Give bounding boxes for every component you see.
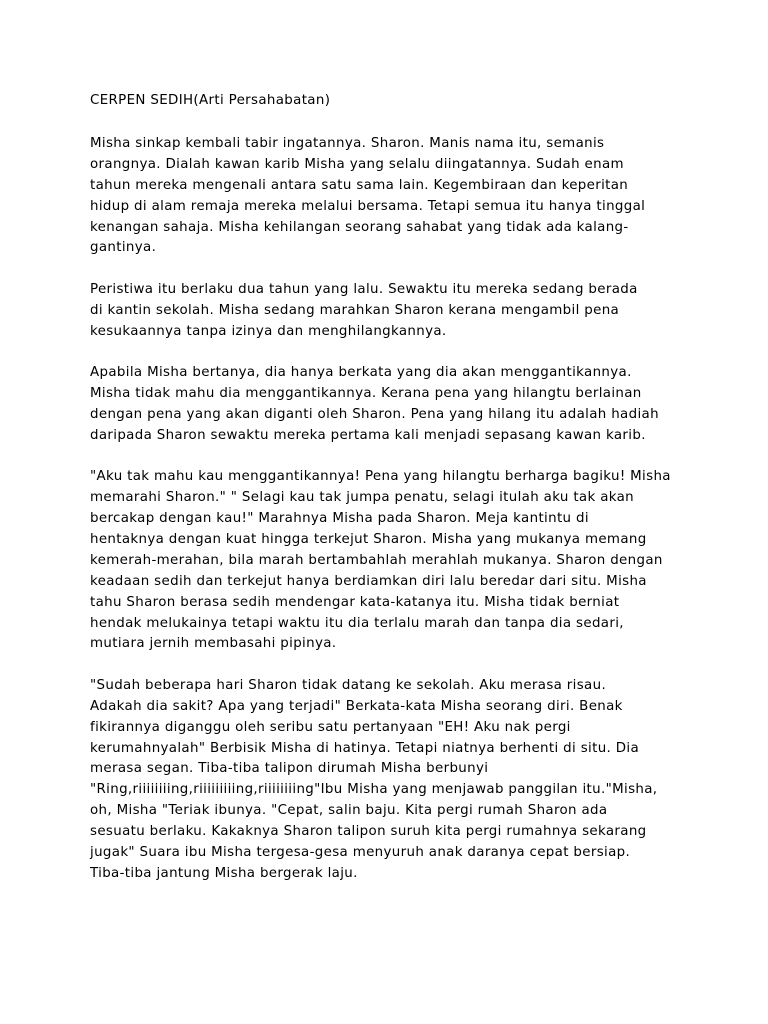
text-line: fikirannya diganggu oleh seribu satu pertanyaan "EH! Aku nak pergi	[90, 719, 571, 735]
text-line: oh, Misha "Teriak ibunya. "Cepat, salin baju. Kita pergi rumah Sharon ada	[90, 803, 608, 819]
text-line: hendak melukainya tetapi waktu itu dia terlalu marah dan tanpa dia sedari,	[90, 615, 624, 631]
text-line: Misha tidak mahu dia menggantikannya. Kerana pena yang hilangtu berlainan	[90, 385, 642, 401]
text-line: kemerah-merahan, bila marah bertambahlah merahlah mukanya. Sharon dengan	[90, 552, 663, 568]
text-line: Peristiwa itu berlaku dua tahun yang lalu. Sewaktu itu mereka sedang berada	[90, 281, 638, 297]
text-line: orangnya. Dialah kawan karib Misha yang selalu diingatannya. Sudah enam	[90, 156, 624, 172]
text-line: daripada Sharon sewaktu mereka pertama kali menjadi sepasang kawan karib.	[90, 427, 646, 443]
text-line: Adakah dia sakit? Apa yang terjadi" Berkata-kata Misha seorang diri. Benak	[90, 698, 623, 714]
text-line: "Aku tak mahu kau menggantikannya! Pena yang hilangtu berharga bagiku! Misha	[90, 469, 671, 485]
text-line: kenangan sahaja. Misha kehilangan seorang sahabat yang tidak ada kalang-	[90, 219, 629, 235]
text-line: sesuatu berlaku. Kakaknya Sharon talipon suruh kita pergi rumahnya sekarang	[90, 824, 647, 840]
text-line: "Sudah beberapa hari Sharon tidak datang ke sekolah. Aku merasa risau.	[90, 677, 607, 693]
text-line: keadaan sedih dan terkejut hanya berdiamkan diri lalu beredar dari situ. Misha	[90, 573, 647, 589]
text-line: kerumahnyalah" Berbisik Misha di hatinya. Tetapi niatnya berhenti di situ. Dia	[90, 740, 640, 756]
paragraph	[90, 363, 680, 447]
paragraph	[90, 134, 680, 259]
text-line: bercakap dengan kau!" Marahnya Misha pada Sharon. Meja kantintu di	[90, 511, 589, 526]
text-line: Apabila Misha bertanya, dia hanya berkata yang dia akan menggantikannya.	[90, 365, 632, 381]
text-line: jugak" Suara ibu Misha tergesa-gesa menyuruh anak daranya cepat bersiap.	[90, 845, 631, 861]
text-line: memarahi Sharon." " Selagi kau tak jumpa penatu, selagi itulah aku tak akan	[90, 490, 635, 506]
text-line: di kantin sekolah. Misha sedang marahkan Sharon kerana mengambil pena	[90, 302, 620, 318]
paragraph	[90, 467, 680, 655]
text-line: dengan pena yang akan diganti oleh Sharon. Pena yang hilang itu adalah hadiah	[90, 406, 659, 422]
text-line: mutiara jernih membasahi pipinya.	[90, 636, 337, 652]
text-line: merasa segan. Tiba-tiba talipon dirumah Misha berbunyi	[90, 761, 489, 777]
text-line: tahun mereka mengenali antara satu sama lain. Kegembiraan dan keperitan	[90, 177, 629, 193]
text-line: gantinya.	[90, 240, 157, 256]
text-line: hidup di alam remaja mereka melalui bersama. Tetapi semua itu hanya tinggal	[90, 198, 646, 214]
document-page	[90, 91, 680, 905]
document-title: CERPEN SEDIH(Arti Persahabatan)	[90, 93, 331, 108]
paragraph	[90, 676, 680, 885]
text-line: Misha sinkap kembali tabir ingatannya. Sharon. Manis nama itu, semanis	[90, 135, 605, 151]
text-line: kesukaannya tanpa izinya dan menghilangkannya.	[90, 323, 447, 339]
text-line: Tiba-tiba jantung Misha bergerak laju.	[90, 866, 358, 881]
document-body	[90, 134, 680, 885]
text-line: tahu Sharon berasa sedih mendengar kata-katanya itu. Misha tidak berniat	[90, 594, 620, 610]
text-line: "Ring,riiiiiiiing,riiiiiiiiing,riiiiiiiing"Ibu Misha yang menjawab panggilan itu."Misha,	[90, 782, 658, 798]
paragraph	[90, 280, 680, 343]
text-line: hentaknya dengan kuat hingga terkejut Sharon. Misha yang mukanya memang	[90, 531, 647, 547]
